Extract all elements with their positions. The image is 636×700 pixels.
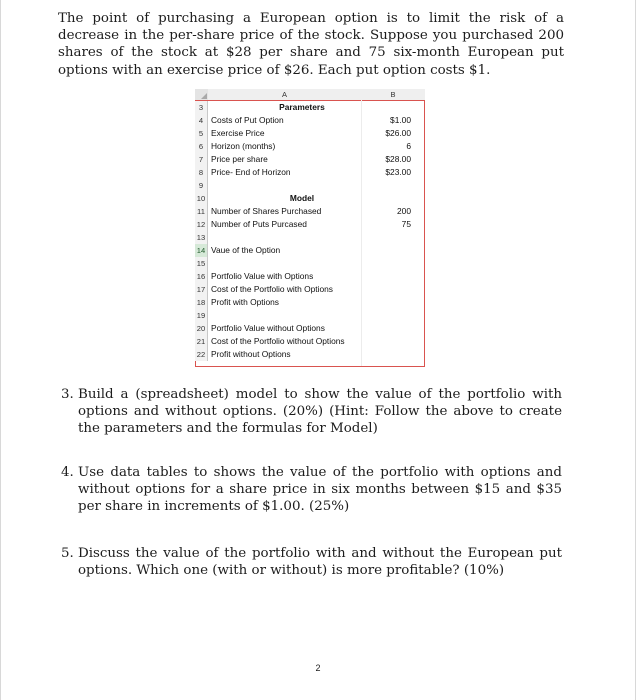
cell-a: Number of Shares Purchased [211, 206, 322, 216]
sheet-row [195, 335, 425, 348]
cell-a: Model [289, 193, 315, 203]
cell-b: $1.00 [390, 115, 411, 125]
cell-a: Price per share [211, 154, 268, 164]
row-number: 10 [195, 192, 208, 205]
row-number: 4 [195, 114, 208, 127]
row-number: 19 [195, 309, 208, 322]
sheet-row [195, 218, 425, 231]
cell-a: Profit without Options [211, 349, 291, 359]
question-text: Build a (spreadsheet) model to show the value of the portfolio with options and without options. (20%) (Hint: Follow the above to create the parameters and the formulas for Model) [78, 387, 562, 437]
sheet-row [195, 231, 425, 244]
row-number: 22 [195, 348, 208, 361]
sheet-row [195, 179, 425, 192]
sheet-row [195, 270, 425, 283]
row-number: 21 [195, 335, 208, 348]
cell-a: Exercise Price [211, 128, 265, 138]
row-number: 11 [195, 205, 208, 218]
sheet-row [195, 322, 425, 335]
question-4 [61, 464, 562, 516]
cell-b: 75 [401, 219, 411, 229]
cell-a: Number of Puts Purcased [211, 219, 307, 229]
cell-b: $23.00 [385, 167, 411, 177]
sheet-row [195, 114, 425, 127]
cell-b: 200 [397, 206, 411, 216]
cell-a: Parameters [279, 102, 325, 112]
sheet-row [195, 101, 425, 114]
question-number: 4. [61, 465, 74, 480]
sheet-row [195, 192, 425, 205]
cell-b: $28.00 [385, 154, 411, 164]
sheet-row [195, 166, 425, 179]
cell-b: $26.00 [385, 128, 411, 138]
cell-a: Profit with Options [211, 297, 279, 307]
row-number: 20 [195, 322, 208, 335]
sheet-row [195, 348, 425, 361]
cell-a: Cost of the Portfolio without Options [211, 336, 345, 346]
question-number: 3. [61, 387, 74, 402]
row-number: 18 [195, 296, 208, 309]
sheet-row [195, 257, 425, 270]
row-number: 15 [195, 257, 208, 270]
page-edge-left [0, 0, 1, 700]
question-3 [61, 386, 562, 438]
row-number: 7 [195, 153, 208, 166]
cell-a: Portfolio Value without Options [211, 323, 325, 333]
cell-b: 6 [406, 141, 411, 151]
spreadsheet-image [195, 89, 425, 367]
sheet-row [195, 127, 425, 140]
row-number: 6 [195, 140, 208, 153]
row-number: 13 [195, 231, 208, 244]
column-header-b: B [361, 89, 425, 101]
select-all-corner [195, 89, 208, 100]
row-number: 12 [195, 218, 208, 231]
sheet-row [195, 205, 425, 218]
question-5 [61, 545, 562, 579]
row-number: 8 [195, 166, 208, 179]
sheet-row [195, 140, 425, 153]
cell-a: Price- End of Horizon [211, 167, 291, 177]
intro-paragraph: The point of purchasing a European option is to limit the risk of a decrease in the per-share price of the stock. Suppose you purchased 200 shares of the stock at $28 per share and 75 six-month European put options with an exercise price of $26. Each put option costs $1. [58, 11, 564, 78]
cell-a: Portfolio Value with Options [211, 271, 314, 281]
page-number: 2 [315, 663, 321, 673]
row-number: 16 [195, 270, 208, 283]
question-text: Discuss the value of the portfolio with and without the European put options. Which one (with or without) is more profitable? (10%) [78, 546, 562, 579]
row-number: 5 [195, 127, 208, 140]
row-number: 14 [195, 244, 208, 257]
sheet-row [195, 244, 425, 257]
cell-a: Cost of the Portfolio with Options [211, 284, 333, 294]
cell-a: Vaue of the Option [211, 245, 281, 255]
sheet-row [195, 153, 425, 166]
sheet-row [195, 296, 425, 309]
column-header-a: A [208, 89, 361, 101]
cell-a: Horizon (months) [211, 141, 276, 151]
cell-a: Costs of Put Option [211, 115, 284, 125]
row-number: 3 [195, 101, 208, 114]
question-text: Use data tables to shows the value of the portfolio with options and without options for a share price in six months between $15 and $35 per share in increments of $1.00. (25%) [78, 465, 562, 515]
question-number: 5. [61, 546, 74, 561]
row-number: 9 [195, 179, 208, 192]
sheet-row [195, 309, 425, 322]
sheet-row [195, 283, 425, 296]
row-number: 17 [195, 283, 208, 296]
